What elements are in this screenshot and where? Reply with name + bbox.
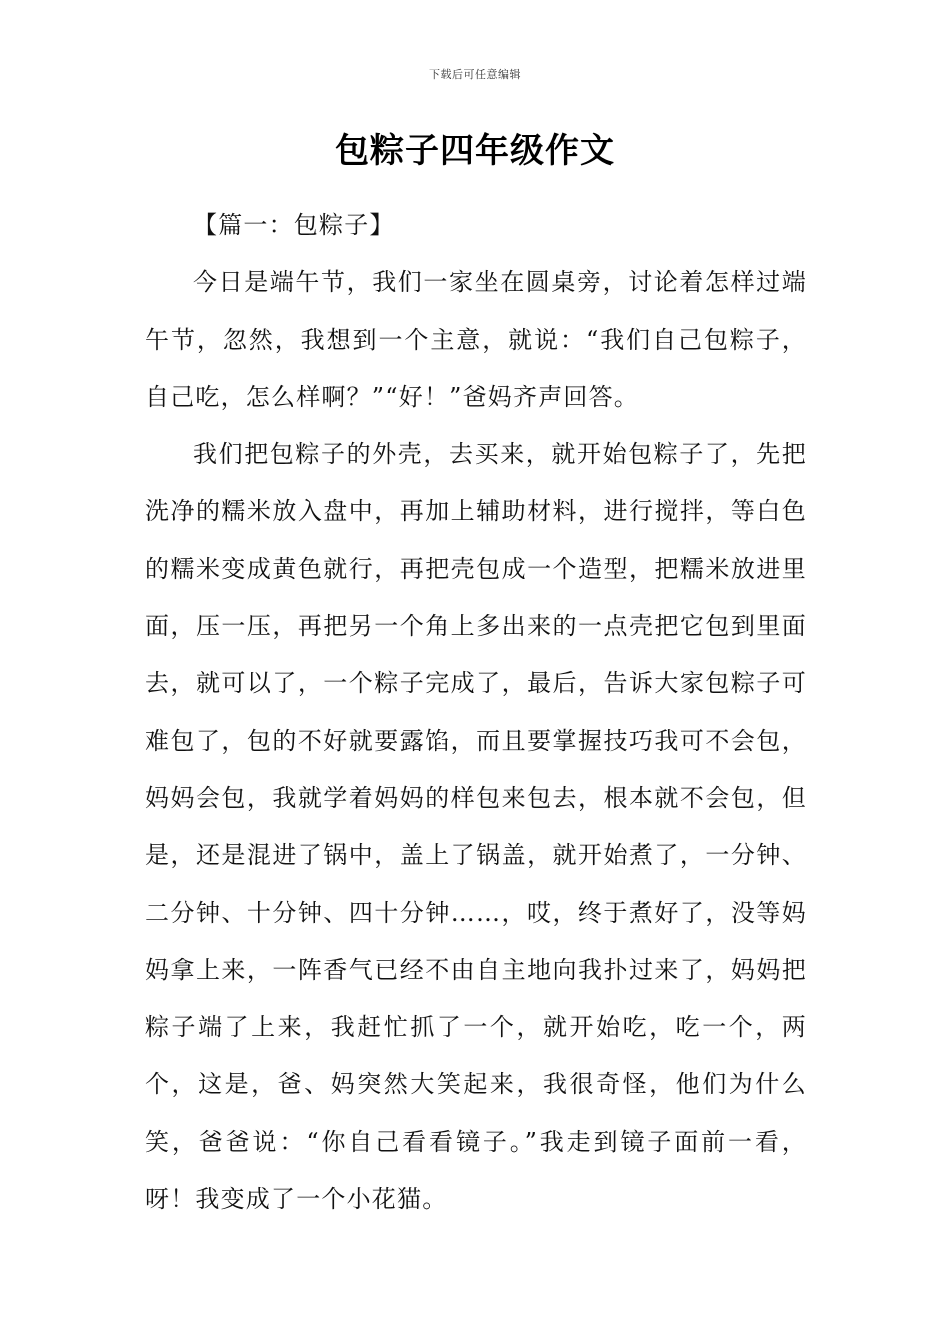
header-note: 下载后可任意编辑 <box>429 68 521 81</box>
document-title: 包粽子四年级作文 <box>335 131 615 171</box>
paragraph-1: 今日是端午节，我们一家坐在圆桌旁，讨论着怎样过端午节，忽然，我想到一个主意，就说：“我们自己包粽子，自己吃，怎么样啊？”“好！”爸妈齐声回答。 <box>145 268 807 411</box>
section-heading: 【篇一：包粽子】 <box>193 211 395 239</box>
paragraph-2: 我们把包粽子的外壳，去买来，就开始包粽子了，先把洗净的糯米放入盘中，再加上辅助材料，进行搅拌，等白色的糯米变成黄色就行，再把壳包成一个造型，把糯米放进里面，压一压，再把另一个角上多出来的一点壳把它包到里面去，就可以了，一个粽子完成了，最后，告诉大家包粽子可难包了，包的不好就要露馅，而且要掌握技巧我可不会包，妈妈会包，我就学着妈妈的样包来包去，根本就不会包，但是，还是混进了锅中，盖上了锅盖，就开始煮了，一分钟、二分钟、十分钟、四十分钟……，哎，终于煮好了，没等妈妈拿上来，一阵香气已经不由自主地向我扑过来了，妈妈把粽子端了上来，我赶忙抓了一个，就开始吃，吃一个，两个，这是，爸、妈突然大笑起来，我很奇怪，他们为什么笑，爸爸说：“你自己看看镜子。”我走到镜子面前一看，呀！我变成了一个小花猫。 <box>145 440 807 1214</box>
document-body <box>145 197 807 1228</box>
